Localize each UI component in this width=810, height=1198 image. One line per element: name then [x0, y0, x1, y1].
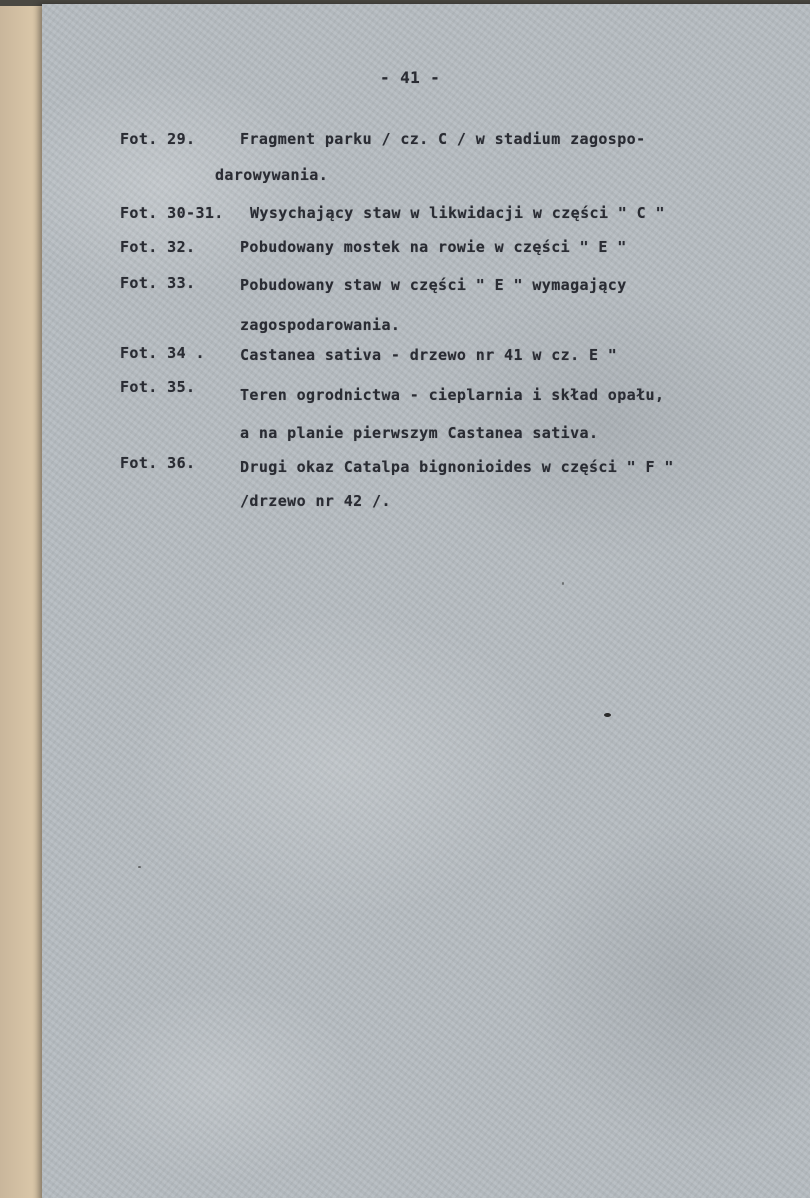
photo-caption-36-line-1: Drugi okaz Catalpa bignonioides w części " F "	[240, 458, 674, 476]
photo-label-32: Fot. 32.	[120, 238, 196, 256]
photo-label-35: Fot. 35.	[120, 378, 196, 396]
photo-caption-33-line-2: zagospodarowania.	[240, 316, 401, 334]
photo-label-33: Fot. 33.	[120, 274, 196, 292]
page-number: - 41 -	[380, 68, 441, 87]
photo-caption-35-line-1: Teren ogrodnictwa - cieplarnia i skład opału,	[240, 386, 665, 404]
photo-caption-30-31: Wysychający staw w likwidacji w części " C "	[250, 204, 665, 222]
ink-speck	[138, 866, 141, 868]
photo-caption-29-line-1: Fragment parku / cz. C / w stadium zagospo-	[240, 130, 646, 148]
typewritten-sheet	[42, 4, 810, 1198]
photo-label-30-31: Fot. 30-31.	[120, 204, 224, 222]
ink-speck	[604, 713, 611, 717]
photo-caption-34: Castanea sativa - drzewo nr 41 w cz. E "	[240, 346, 618, 364]
photo-caption-36-line-2: /drzewo nr 42 /.	[240, 492, 391, 510]
photo-caption-32: Pobudowany mostek na rowie w części " E "	[240, 238, 627, 256]
photo-label-29: Fot. 29.	[120, 130, 196, 148]
photo-caption-33-line-1: Pobudowany staw w części " E " wymagający	[240, 276, 627, 294]
photo-caption-35-line-2: a na planie pierwszym Castanea sativa.	[240, 424, 599, 442]
ink-speck	[562, 582, 564, 585]
photo-caption-29-line-2: darowywania.	[215, 166, 329, 184]
photo-label-34: Fot. 34 .	[120, 344, 205, 362]
photo-label-36: Fot. 36.	[120, 454, 196, 472]
